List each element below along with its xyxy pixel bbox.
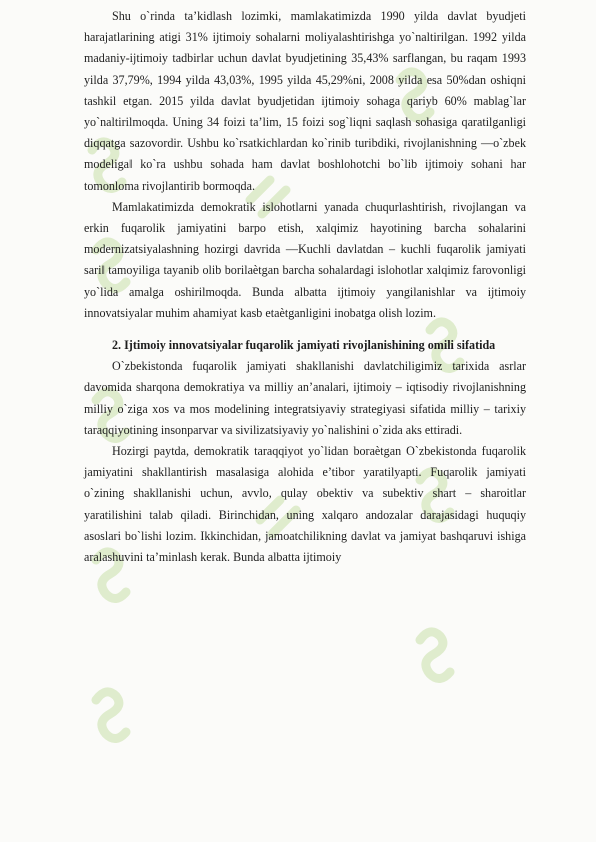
watermark-mark	[420, 632, 450, 679]
watermark-mark	[96, 692, 126, 739]
paragraph: O`zbekistonda fuqarolik jamiyati shakllanishi davlatchiligimiz tarixida asrlar davomida sharqona demokratiya va milliy an’analari, ijtimoiy – iqtisodiy rivojlanishning milliy o`ziga xos va mos modelining integratsiyaviy strategiyasi sifatida milliy – tarixiy taraqqiyotining insonparvar va sivilizatsiyaviy yo`nalishini o`zida aks ettiradi.	[84, 359, 526, 437]
paragraph: Hozirgi paytda, demokratik taraqqiyot yo`lidan boraѐtgan O`zbekistonda fuqarolik jamiyatini shakllantirish masalasiga alohida e’tibor yaratilyapti. Fuqarolik jamiyati o`zining shakllanishi uchun, avvlo, qulay obektiv va subektiv shart – sharoitlar yaratilishini talab qiladi. Birinchidan, uning xalqaro andozalar darajasidagi huquqiy asoslari bo`lishi lozim. Ikkinchidan, jamoatchilikning davlat va jamiyat bashqaruvi ishiga aralashuvini ta’minlash kerak. Bunda albatta ijtimoiy	[84, 444, 526, 565]
section-heading: 2. Ijtimoiy innovatsiyalar fuqarolik jamiyati rivojlanishining omili sifatida	[112, 338, 496, 353]
document-body	[84, 6, 526, 568]
paragraph: Mamlakatimizda demokratik islohotlarni yanada chuqurlashtirish, rivojlangan va erkin fuqarolik jamiyatini barpo etish, xalqimiz hayotining barcha sohalarini modernizatsiyalashning hozirgi davrida ―Kuchli davlatdan – kuchli fuqarolik jamiyati sari‖ tamoyiliga tayanib olib borilaѐtgan barcha sohalardagi islohotlar xalqimiz farovonligi yo`lida amalga oshirilmoqda. Bunda albatta ijtimoiy yangilanishlar va ijtimoiy innovatsiyalar muhim ahamiyat kasb etaѐtganligini inobatga olish lozim.	[84, 199, 526, 320]
paragraph: Shu o`rinda ta’kidlash lozimki, mamlakatimizda 1990 yilda davlat byudjeti harajatlarining atigi 31% ijtimoiy sohalarni moliyalashtirishga yo`naltirilgan. 1992 yilda madaniy-ijtimoiy tadbirlar uchun davlat byudjetining 35,43% sarflangan, bu raqam 1993 yilda 37,79%, 1994 yilda 43,03%, 1995 yilda 45,29%ni, 2008 yilda esa 50%dan oshiqni tashkil etgan. 2015 yilda davlat byudjetidan ijtimoiy sohaga qariyb 60% mablag`lar yo`naltirilmoqda. Uning 34 foizi ta’lim, 15 foizi sog`liqni saqlash sohasiga qaratilganligi diqqatga sazovordir. Ushbu ko`rsatkichlardan ko`rinib turibdiki, rivojlanishning ―o`zbek modeliga‖ ko`ra ushbu sohada ham davlat boshlohotchi bo`lib ijtimoiy sohani har tomonloma rivojlantirib bormoqda.	[84, 9, 526, 193]
